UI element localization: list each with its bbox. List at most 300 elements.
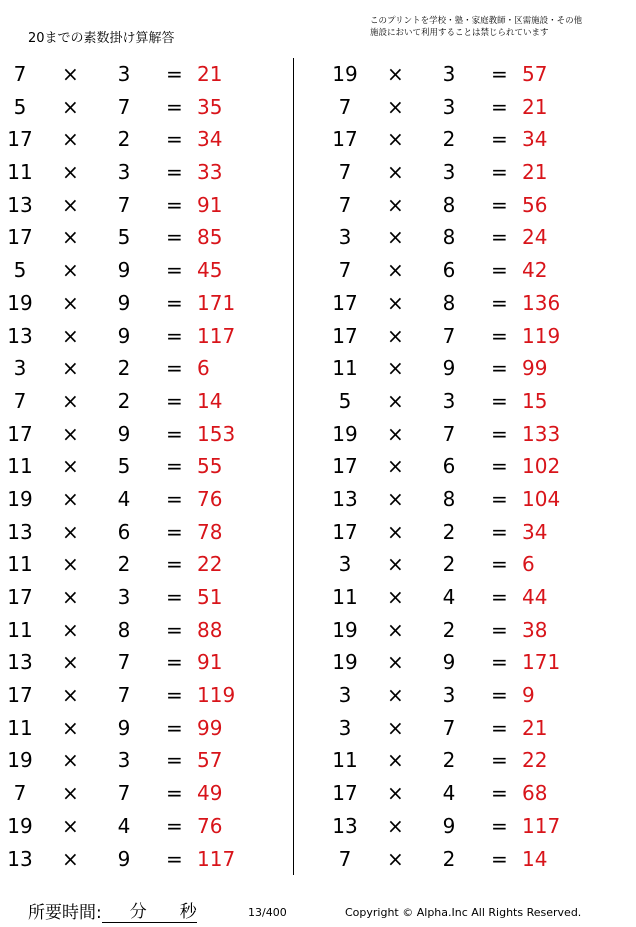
problem-row	[325, 254, 625, 287]
multiplicand: 19	[7, 748, 33, 773]
answer: 117	[197, 846, 236, 871]
problem-row	[325, 221, 625, 254]
usage-notice-line: 施設において利用することは禁じられています	[370, 28, 549, 38]
equals-sign: =	[491, 715, 508, 740]
problem-row	[325, 418, 625, 451]
problem-row	[325, 810, 625, 843]
equals-sign: =	[166, 421, 183, 446]
time-entry-blank	[102, 902, 197, 923]
answer: 133	[522, 421, 561, 446]
multiplicand: 5	[13, 258, 27, 283]
equals-sign: =	[166, 192, 183, 217]
multiplier: 3	[442, 160, 456, 185]
answer: 99	[197, 715, 223, 740]
multiplicand: 7	[338, 160, 352, 185]
times-sign: ×	[62, 748, 79, 773]
multiplicand: 17	[7, 127, 33, 152]
problem-row	[325, 712, 625, 745]
usage-notice	[370, 15, 620, 39]
equals-sign: =	[166, 94, 183, 119]
multiplicand: 7	[338, 258, 352, 283]
equals-sign: =	[166, 683, 183, 708]
page-number: 13/400	[248, 906, 287, 919]
problem-row	[0, 810, 300, 843]
multiplier: 3	[442, 683, 456, 708]
answer: 35	[197, 94, 223, 119]
answer: 6	[522, 552, 535, 577]
multiplicand: 7	[338, 192, 352, 217]
answer: 102	[522, 454, 561, 479]
times-sign: ×	[62, 519, 79, 544]
answer: 22	[197, 552, 223, 577]
multiplicand: 17	[332, 290, 358, 315]
equals-sign: =	[166, 160, 183, 185]
equals-sign: =	[491, 421, 508, 446]
multiplier: 3	[442, 388, 456, 413]
multiplier: 7	[117, 683, 131, 708]
multiplicand: 5	[338, 388, 352, 413]
times-sign: ×	[387, 813, 404, 838]
problem-row	[0, 483, 300, 516]
multiplier: 9	[117, 290, 131, 315]
problem-row	[0, 548, 300, 581]
multiplier: 9	[117, 258, 131, 283]
problem-row	[0, 91, 300, 124]
problem-row	[0, 679, 300, 712]
multiplicand: 17	[332, 323, 358, 348]
equals-sign: =	[166, 650, 183, 675]
multiplier: 9	[442, 650, 456, 675]
multiplier: 2	[117, 356, 131, 381]
multiplicand: 11	[7, 160, 33, 185]
answer: 85	[197, 225, 223, 250]
multiplier: 8	[442, 486, 456, 511]
multiplicand: 5	[13, 94, 27, 119]
equals-sign: =	[166, 388, 183, 413]
multiplier: 9	[117, 715, 131, 740]
problem-row	[0, 843, 300, 876]
multiplier: 9	[117, 846, 131, 871]
answer: 99	[522, 356, 548, 381]
times-sign: ×	[62, 356, 79, 381]
times-sign: ×	[387, 388, 404, 413]
multiplicand: 19	[7, 290, 33, 315]
multiplicand: 17	[7, 225, 33, 250]
problem-row	[325, 58, 625, 91]
answer: 117	[522, 813, 561, 838]
problem-row	[0, 254, 300, 287]
times-sign: ×	[62, 225, 79, 250]
times-sign: ×	[62, 683, 79, 708]
multiplicand: 17	[7, 683, 33, 708]
multiplicand: 3	[338, 225, 352, 250]
problem-row	[325, 123, 625, 156]
equals-sign: =	[491, 356, 508, 381]
times-sign: ×	[387, 715, 404, 740]
problem-row	[325, 516, 625, 549]
multiplicand: 13	[7, 192, 33, 217]
times-sign: ×	[62, 715, 79, 740]
equals-sign: =	[491, 585, 508, 609]
problem-row	[325, 548, 625, 581]
problem-row	[325, 189, 625, 222]
answer: 21	[522, 160, 548, 185]
problem-row	[325, 320, 625, 353]
times-sign: ×	[62, 486, 79, 511]
multiplier: 2	[117, 388, 131, 413]
times-sign: ×	[387, 683, 404, 708]
minutes-label: 分	[129, 902, 147, 922]
times-sign: ×	[62, 781, 79, 806]
equals-sign: =	[491, 683, 508, 708]
multiplier: 5	[117, 454, 131, 479]
multiplier: 9	[442, 356, 456, 381]
multiplicand: 17	[7, 421, 33, 446]
multiplicand: 3	[338, 715, 352, 740]
equals-sign: =	[491, 94, 508, 119]
equals-sign: =	[491, 290, 508, 315]
problem-row	[325, 385, 625, 418]
multiplicand: 19	[7, 486, 33, 511]
multiplicand: 17	[332, 781, 358, 806]
problem-column-left	[0, 58, 300, 875]
times-sign: ×	[62, 421, 79, 446]
multiplicand: 11	[7, 552, 33, 577]
answer: 57	[197, 748, 223, 773]
answer: 45	[197, 258, 223, 283]
times-sign: ×	[387, 781, 404, 806]
problem-row	[0, 156, 300, 189]
multiplier: 7	[442, 421, 456, 446]
equals-sign: =	[166, 715, 183, 740]
multiplicand: 13	[7, 519, 33, 544]
times-sign: ×	[387, 62, 404, 86]
multiplicand: 7	[13, 781, 27, 806]
answer: 136	[522, 290, 561, 315]
times-sign: ×	[62, 650, 79, 675]
multiplier: 4	[442, 781, 456, 806]
problem-row	[0, 58, 300, 91]
multiplier: 2	[442, 127, 456, 152]
times-sign: ×	[387, 486, 404, 511]
equals-sign: =	[491, 748, 508, 773]
answer: 6	[197, 356, 210, 381]
times-sign: ×	[387, 519, 404, 544]
multiplier: 3	[442, 94, 456, 119]
equals-sign: =	[491, 192, 508, 217]
times-sign: ×	[387, 650, 404, 675]
problem-row	[0, 385, 300, 418]
multiplicand: 7	[13, 62, 27, 86]
times-sign: ×	[62, 813, 79, 838]
times-sign: ×	[387, 160, 404, 185]
equals-sign: =	[166, 486, 183, 511]
multiplier: 2	[442, 552, 456, 577]
equals-sign: =	[166, 585, 183, 609]
equals-sign: =	[491, 323, 508, 348]
answer: 21	[522, 715, 548, 740]
problem-row	[325, 287, 625, 320]
equals-sign: =	[166, 323, 183, 348]
multiplier: 3	[117, 748, 131, 773]
multiplier: 7	[442, 715, 456, 740]
multiplicand: 13	[332, 813, 358, 838]
seconds-label: 秒	[179, 902, 197, 922]
multiplier: 2	[442, 846, 456, 871]
problem-row	[325, 646, 625, 679]
time-required	[28, 898, 197, 923]
answer: 91	[197, 192, 223, 217]
times-sign: ×	[62, 846, 79, 871]
answer: 38	[522, 617, 548, 642]
multiplicand: 13	[7, 846, 33, 871]
times-sign: ×	[387, 421, 404, 446]
times-sign: ×	[387, 356, 404, 381]
times-sign: ×	[387, 454, 404, 479]
answer: 49	[197, 781, 223, 806]
answer: 171	[197, 290, 236, 315]
multiplicand: 11	[7, 617, 33, 642]
equals-sign: =	[166, 356, 183, 381]
answer: 119	[522, 323, 561, 348]
equals-sign: =	[491, 552, 508, 577]
answer: 56	[522, 192, 548, 217]
times-sign: ×	[387, 94, 404, 119]
times-sign: ×	[387, 585, 404, 609]
equals-sign: =	[166, 127, 183, 152]
answer: 24	[522, 225, 548, 250]
multiplier: 4	[117, 486, 131, 511]
problem-row	[0, 418, 300, 451]
equals-sign: =	[491, 225, 508, 250]
equals-sign: =	[491, 617, 508, 642]
multiplier: 6	[117, 519, 131, 544]
problem-row	[0, 450, 300, 483]
times-sign: ×	[62, 94, 79, 119]
multiplier: 2	[117, 127, 131, 152]
answer: 14	[522, 846, 548, 871]
problem-row	[325, 483, 625, 516]
multiplicand: 11	[7, 454, 33, 479]
equals-sign: =	[166, 519, 183, 544]
answer: 14	[197, 388, 223, 413]
problem-row	[0, 744, 300, 777]
equals-sign: =	[166, 62, 183, 86]
multiplier: 3	[117, 160, 131, 185]
answer: 15	[522, 388, 548, 413]
copyright-notice: Copyright © Alpha.Inc All Rights Reserved.	[345, 906, 582, 919]
equals-sign: =	[491, 486, 508, 511]
multiplier: 7	[117, 94, 131, 119]
multiplicand: 11	[332, 585, 358, 609]
times-sign: ×	[62, 62, 79, 86]
problem-row	[0, 516, 300, 549]
multiplier: 8	[442, 290, 456, 315]
problem-row	[0, 777, 300, 810]
multiplier: 2	[442, 519, 456, 544]
equals-sign: =	[491, 813, 508, 838]
page-title: 20までの素数掛け算解答	[28, 31, 175, 46]
times-sign: ×	[62, 552, 79, 577]
answer: 88	[197, 617, 223, 642]
multiplicand: 19	[332, 617, 358, 642]
multiplicand: 11	[7, 715, 33, 740]
multiplicand: 13	[7, 323, 33, 348]
multiplicand: 3	[338, 683, 352, 708]
equals-sign: =	[491, 388, 508, 413]
answer: 21	[197, 62, 223, 86]
multiplier: 7	[117, 781, 131, 806]
problem-column-right	[325, 58, 625, 875]
multiplier: 3	[442, 62, 456, 86]
times-sign: ×	[62, 127, 79, 152]
answer: 171	[522, 650, 561, 675]
multiplier: 6	[442, 454, 456, 479]
column-divider	[293, 58, 294, 875]
multiplier: 2	[117, 552, 131, 577]
equals-sign: =	[491, 454, 508, 479]
multiplier: 7	[117, 192, 131, 217]
problem-row	[0, 320, 300, 353]
multiplicand: 19	[7, 813, 33, 838]
answer: 119	[197, 683, 236, 708]
multiplier: 7	[442, 323, 456, 348]
equals-sign: =	[166, 225, 183, 250]
answer: 68	[522, 781, 548, 806]
multiplicand: 13	[332, 486, 358, 511]
equals-sign: =	[166, 748, 183, 773]
problem-row	[0, 712, 300, 745]
multiplicand: 3	[338, 552, 352, 577]
answer: 22	[522, 748, 548, 773]
times-sign: ×	[387, 127, 404, 152]
problem-row	[0, 189, 300, 222]
equals-sign: =	[491, 519, 508, 544]
times-sign: ×	[62, 585, 79, 609]
times-sign: ×	[387, 192, 404, 217]
times-sign: ×	[62, 388, 79, 413]
times-sign: ×	[387, 617, 404, 642]
equals-sign: =	[491, 650, 508, 675]
times-sign: ×	[387, 225, 404, 250]
problem-row	[325, 91, 625, 124]
times-sign: ×	[387, 258, 404, 283]
problem-row	[325, 679, 625, 712]
multiplier: 3	[117, 585, 131, 609]
times-sign: ×	[62, 258, 79, 283]
problem-row	[325, 843, 625, 876]
times-sign: ×	[387, 748, 404, 773]
equals-sign: =	[491, 258, 508, 283]
usage-notice-line: このプリントを学校・塾・家庭教師・区需施設・その他	[370, 16, 583, 26]
multiplier: 8	[442, 192, 456, 217]
problem-row	[0, 581, 300, 614]
multiplier: 9	[442, 813, 456, 838]
multiplicand: 19	[332, 62, 358, 86]
times-sign: ×	[387, 290, 404, 315]
multiplicand: 17	[332, 127, 358, 152]
multiplier: 3	[117, 62, 131, 86]
problem-row	[325, 777, 625, 810]
times-sign: ×	[387, 323, 404, 348]
multiplier: 9	[117, 323, 131, 348]
answer: 117	[197, 323, 236, 348]
multiplier: 4	[442, 585, 456, 609]
answer: 51	[197, 585, 223, 609]
equals-sign: =	[491, 846, 508, 871]
answer: 44	[522, 585, 548, 609]
problem-row	[0, 614, 300, 647]
multiplier: 7	[117, 650, 131, 675]
times-sign: ×	[62, 192, 79, 217]
times-sign: ×	[62, 323, 79, 348]
problem-row	[325, 614, 625, 647]
multiplicand: 11	[332, 748, 358, 773]
answer: 42	[522, 258, 548, 283]
multiplicand: 7	[338, 846, 352, 871]
equals-sign: =	[166, 617, 183, 642]
answer: 104	[522, 486, 561, 511]
times-sign: ×	[387, 552, 404, 577]
problem-row	[325, 450, 625, 483]
equals-sign: =	[491, 127, 508, 152]
answer: 34	[522, 519, 548, 544]
multiplicand: 7	[338, 94, 352, 119]
answer: 76	[197, 486, 223, 511]
times-sign: ×	[62, 454, 79, 479]
problem-row	[325, 581, 625, 614]
multiplicand: 3	[13, 356, 27, 381]
equals-sign: =	[166, 781, 183, 806]
multiplicand: 13	[7, 650, 33, 675]
answer: 34	[522, 127, 548, 152]
multiplicand: 17	[332, 519, 358, 544]
equals-sign: =	[166, 258, 183, 283]
times-sign: ×	[387, 846, 404, 871]
answer: 55	[197, 454, 223, 479]
equals-sign: =	[166, 454, 183, 479]
answer: 78	[197, 519, 223, 544]
multiplier: 4	[117, 813, 131, 838]
multiplicand: 17	[7, 585, 33, 609]
multiplicand: 11	[332, 356, 358, 381]
answer: 91	[197, 650, 223, 675]
answer: 9	[522, 683, 535, 708]
multiplier: 2	[442, 617, 456, 642]
multiplicand: 19	[332, 650, 358, 675]
multiplier: 9	[117, 421, 131, 446]
problem-row	[325, 744, 625, 777]
problem-row	[0, 352, 300, 385]
multiplier: 8	[442, 225, 456, 250]
problem-row	[325, 352, 625, 385]
multiplier: 2	[442, 748, 456, 773]
multiplier: 5	[117, 225, 131, 250]
answer: 57	[522, 62, 548, 86]
multiplier: 8	[117, 617, 131, 642]
equals-sign: =	[491, 781, 508, 806]
problem-row	[0, 287, 300, 320]
time-required-label: 所要時間:	[28, 903, 102, 923]
answer: 76	[197, 813, 223, 838]
multiplicand: 19	[332, 421, 358, 446]
equals-sign: =	[166, 813, 183, 838]
multiplicand: 17	[332, 454, 358, 479]
times-sign: ×	[62, 617, 79, 642]
problem-row	[0, 123, 300, 156]
problem-row	[0, 646, 300, 679]
answer: 33	[197, 160, 223, 185]
